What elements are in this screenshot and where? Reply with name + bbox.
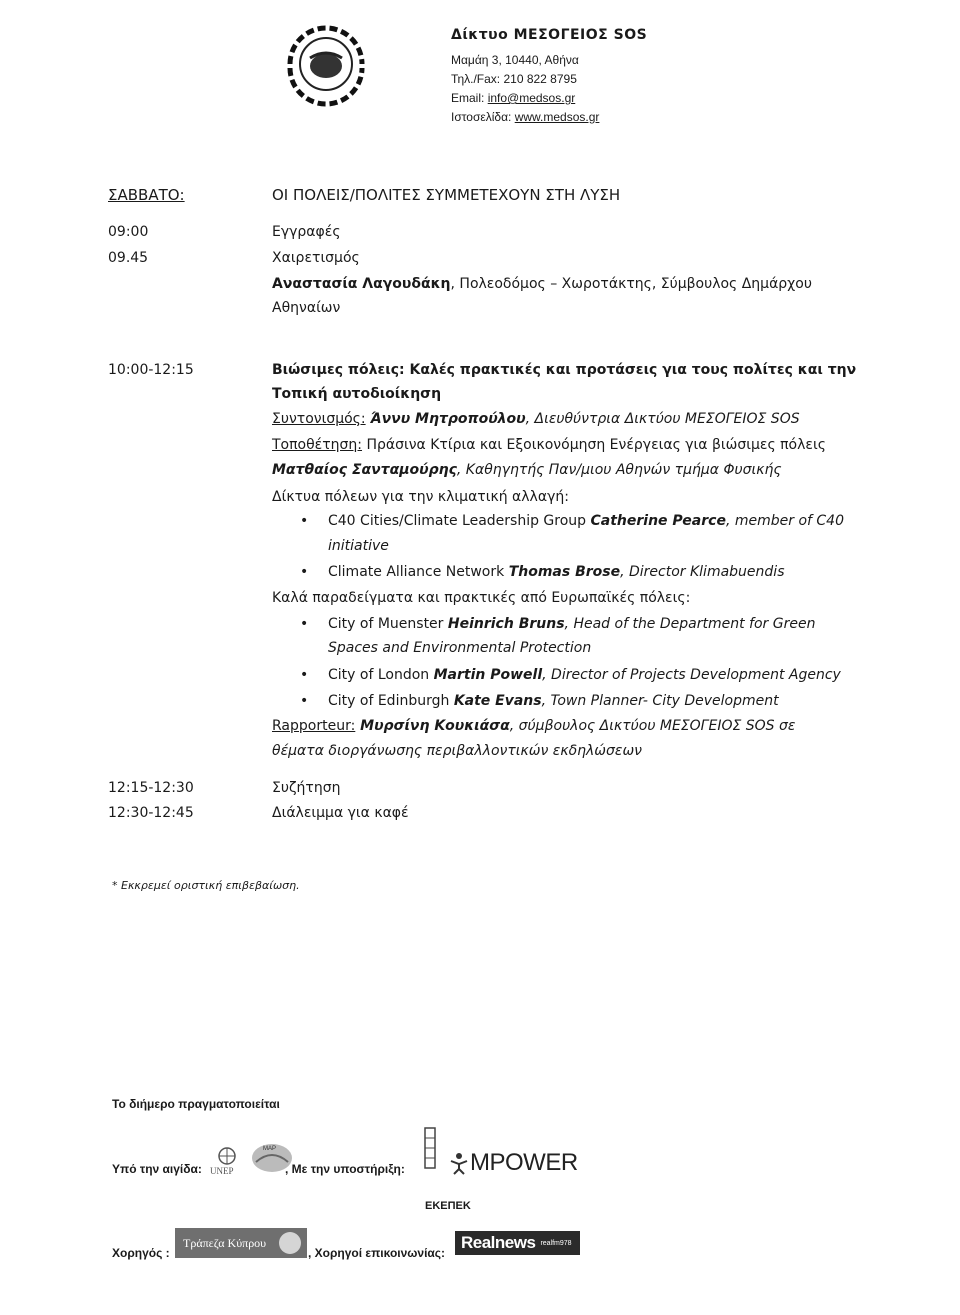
media-sponsors-label: , Χορηγοί επικοινωνίας: (308, 1246, 446, 1260)
sponsor-label: Χορηγός : (112, 1246, 170, 1260)
coordination: Συντονισμός: Άννυ Μητροπούλου, Διευθύντρια Δικτύου ΜΕΣΟΓΕΙΟΣ SOS (272, 411, 800, 427)
network-c40-role: initiative (328, 538, 389, 554)
phone-line: Τηλ./Fax: 210 822 8795 (451, 72, 577, 86)
realnews-text: Realnews (461, 1233, 536, 1252)
organized-by: Το διήμερο πραγματοποιείται (112, 1097, 280, 1111)
rapporteur: Rapporteur: Μυρσίνη Κουκιάσα, σύμβουλος Δικτύου ΜΕΣΟΓΕΙΟΣ SOS σε (272, 718, 796, 734)
bank-emblem-icon (279, 1232, 301, 1254)
website-line: Ιστοσελίδα: www.medsos.gr (451, 110, 600, 124)
examples-label: Καλά παραδείγματα και πρακτικές από Ευρωπαϊκές πόλεις: (272, 590, 691, 606)
bullet: • (300, 616, 309, 632)
ekepek-emblem (420, 1124, 440, 1176)
medsos-logo (270, 8, 382, 120)
example-edinburgh: City of Edinburgh Kate Evans, Town Planner- City Development (328, 693, 779, 709)
website-link[interactable]: www.medsos.gr (514, 110, 600, 124)
email-line: Email: info@medsos.gr (451, 91, 576, 105)
ekepek-label: ΕΚΕΠΕΚ (425, 1200, 471, 1212)
example-london: City of London Martin Powell, Director of Projects Development Agency (328, 667, 841, 683)
coffee-break: Διάλειμμα για καφέ (272, 805, 409, 821)
empower-logo: MPOWER (470, 1149, 578, 1176)
bullet: • (300, 513, 309, 529)
confirmation-note: * Εκκρεμεί οριστική επιβεβαίωση. (112, 879, 300, 892)
greeting-speaker-role: Αθηναίων (272, 300, 341, 316)
bullet: • (300, 693, 309, 709)
rapporteur-role: θέματα διοργάνωσης περιβαλλοντικών εκδηλώσεων (272, 743, 643, 759)
time-0945: 09.45 (108, 250, 149, 266)
support-label: , Με την υποστήριξη: (285, 1162, 405, 1176)
session-title-line1: Βιώσιμες πόλεις: Καλές πρακτικές και προτάσεις για τους πολίτες και την (272, 362, 857, 378)
bank-of-cyprus-text: Τράπεζα Κύπρου (183, 1235, 267, 1250)
network-climate-alliance: Climate Alliance Network Thomas Brose, Director Klimabuendis (328, 564, 785, 580)
bullet: • (300, 667, 309, 683)
example-muenster-role: Spaces and Environmental Protection (328, 640, 592, 656)
realfm-text: realfm978 (540, 1239, 572, 1247)
session-title-line2: Τοπική αυτοδιοίκηση (272, 386, 442, 402)
time-1000-1215: 10:00-12:15 (108, 362, 194, 378)
bank-of-cyprus-logo (175, 1228, 307, 1258)
map-label: MAP (263, 1146, 277, 1152)
time-0900: 09:00 (108, 224, 149, 240)
speaker-santamouris: Ματθαίος Σανταμούρης, Καθηγητής Παν/μιου Αθηνών τμήμα Φυσικής (272, 462, 782, 478)
address: Μαμάη 3, 10440, Αθήνα (451, 53, 579, 67)
realnews-logo (455, 1231, 580, 1255)
email-link[interactable]: info@medsos.gr (487, 91, 576, 105)
time-1230-1245: 12:30-12:45 (108, 805, 194, 821)
bullet: • (300, 564, 309, 580)
empower-figure-icon (448, 1151, 470, 1175)
greeting-speaker: Αναστασία Λαγουδάκη, Πολεοδόμος – Χωροτάκτης, Σύμβουλος Δημάρχου (272, 276, 812, 292)
registration: Εγγραφές (272, 224, 341, 240)
greeting: Χαιρετισμός (272, 250, 360, 266)
networks-label: Δίκτυα πόλεων για την κλιματική αλλαγή: (272, 489, 569, 505)
discussion: Συζήτηση (272, 780, 341, 796)
network-c40: C40 Cities/Climate Leadership Group Catherine Pearce, member of C40 (328, 513, 844, 529)
time-1215-1230: 12:15-12:30 (108, 780, 194, 796)
day-label: ΣΑΒΒΑΤΟ: (108, 186, 185, 204)
auspices-label: Υπό την αιγίδα: (112, 1162, 202, 1176)
org-name: Δίκτυο ΜΕΣΟΓΕΙΟΣ SOS (451, 27, 648, 43)
position: Τοποθέτηση: Πράσινα Κτίρια και Εξοικονόμηση Ενέργειας για βιώσιμες πόλεις (272, 437, 826, 453)
example-muenster: City of Muenster Heinrich Bruns, Head of the Department for Green (328, 616, 816, 632)
unep-label: UNEP (210, 1166, 234, 1176)
session-heading: ΟΙ ΠΟΛΕΙΣ/ΠΟΛΙΤΕΣ ΣΥΜΜΕΤΕΧΟΥΝ ΣΤΗ ΛΥΣΗ (272, 186, 621, 204)
